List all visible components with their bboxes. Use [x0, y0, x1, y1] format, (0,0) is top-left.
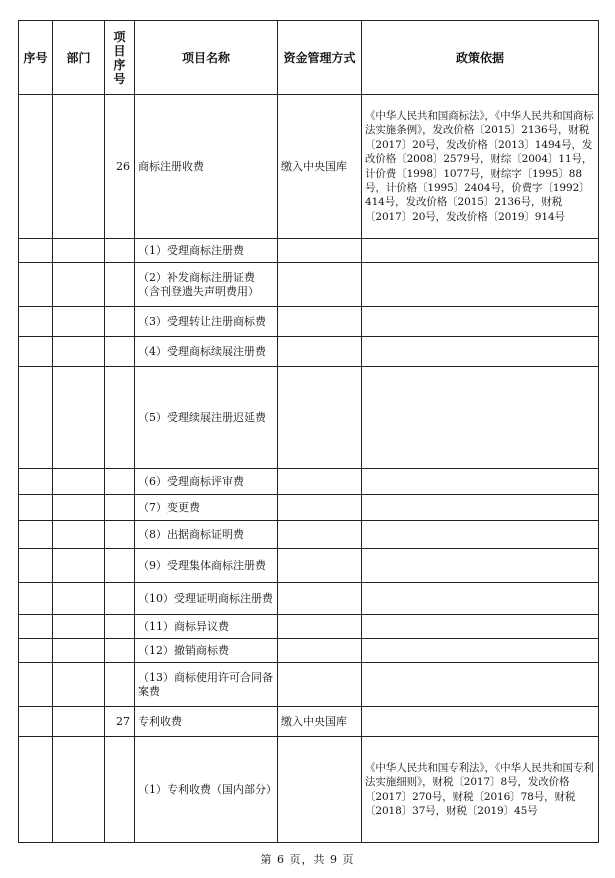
dept-cell	[53, 639, 105, 663]
policy-cell	[362, 307, 599, 337]
item-name-cell: （1）专利收费（国内部分）	[135, 737, 278, 843]
header-item-name: 项目名称	[135, 21, 278, 95]
item-no-cell	[105, 367, 135, 469]
policy-cell	[362, 521, 599, 549]
policy-cell	[362, 663, 599, 707]
dept-cell	[53, 337, 105, 367]
dept-cell	[53, 495, 105, 521]
seq-cell	[19, 263, 53, 307]
item-name-cell: （4）受理商标续展注册费	[135, 337, 278, 367]
policy-cell	[362, 583, 599, 615]
dept-cell	[53, 307, 105, 337]
policy-cell	[362, 495, 599, 521]
table-row	[19, 549, 599, 583]
item-no-cell	[105, 495, 135, 521]
fund-cell	[278, 521, 362, 549]
fund-cell	[278, 263, 362, 307]
dept-cell	[53, 707, 105, 737]
item-no-cell	[105, 239, 135, 263]
header-policy: 政策依据	[362, 21, 599, 95]
table-row	[19, 583, 599, 615]
seq-cell	[19, 239, 53, 263]
table-row	[19, 707, 599, 737]
item-no-cell	[105, 737, 135, 843]
fund-cell	[278, 337, 362, 367]
item-name-cell: （2）补发商标注册证费（含刊登遗失声明费用）	[135, 263, 278, 307]
item-no-cell	[105, 549, 135, 583]
fund-cell	[278, 615, 362, 639]
policy-cell	[362, 469, 599, 495]
table-row	[19, 95, 599, 239]
item-no-cell	[105, 337, 135, 367]
page-footer: 第 6 页，共 9 页	[260, 853, 355, 866]
policy-cell: 《中华人民共和国商标法》，《中华人民共和国商标法实施条例》，发改价格〔2015〕2136号，财税〔2017〕20号，发改价格〔2013〕1494号，发改价格〔2008〕2579号，财综〔2004〕11号，计价费〔1998〕1077号，财综字〔1995〕88号，计价格〔1995〕2404号，价费字〔1992〕414号，发改价格〔2015〕2136号，财税〔2017〕20号，发改价格〔2019〕914号	[362, 95, 599, 239]
dept-cell	[53, 549, 105, 583]
item-name-cell: （12）撤销商标费	[135, 639, 278, 663]
fund-cell	[278, 583, 362, 615]
table-row	[19, 663, 599, 707]
item-no-cell	[105, 583, 135, 615]
dept-cell	[53, 521, 105, 549]
dept-cell	[53, 615, 105, 639]
seq-cell	[19, 615, 53, 639]
header-seq: 序号	[19, 21, 53, 95]
item-name-cell: （9）受理集体商标注册费	[135, 549, 278, 583]
item-no-cell: 27	[105, 707, 135, 737]
item-name-cell: （7）变更费	[135, 495, 278, 521]
table-row	[19, 639, 599, 663]
dept-cell	[53, 367, 105, 469]
fund-cell	[278, 307, 362, 337]
seq-cell	[19, 469, 53, 495]
seq-cell	[19, 95, 53, 239]
item-no-cell: 26	[105, 95, 135, 239]
item-no-cell	[105, 663, 135, 707]
item-name-cell: （11）商标异议费	[135, 615, 278, 639]
item-name-cell: 专利收费	[135, 707, 278, 737]
dept-cell	[53, 263, 105, 307]
fund-cell	[278, 549, 362, 583]
table-row	[19, 615, 599, 639]
seq-cell	[19, 549, 53, 583]
table-row	[19, 239, 599, 263]
table-row	[19, 367, 599, 469]
fund-cell: 缴入中央国库	[278, 707, 362, 737]
fund-cell	[278, 639, 362, 663]
item-name-cell: （13）商标使用许可合同备案费	[135, 663, 278, 707]
policy-cell: 《中华人民共和国专利法》，《中华人民共和国专利法实施细则》，财税〔2017〕8号，发改价格〔2017〕270号，财税〔2016〕78号，财税〔2018〕37号，财税〔2019〕45号	[362, 737, 599, 843]
item-no-cell	[105, 639, 135, 663]
table-row	[19, 307, 599, 337]
item-name-cell: （6）受理商标评审费	[135, 469, 278, 495]
fund-cell: 缴入中央国库	[278, 95, 362, 239]
seq-cell	[19, 307, 53, 337]
seq-cell	[19, 367, 53, 469]
dept-cell	[53, 469, 105, 495]
seq-cell	[19, 495, 53, 521]
seq-cell	[19, 737, 53, 843]
fund-cell	[278, 737, 362, 843]
seq-cell	[19, 639, 53, 663]
seq-cell	[19, 583, 53, 615]
dept-cell	[53, 663, 105, 707]
dept-cell	[53, 95, 105, 239]
fee-table	[18, 20, 599, 843]
fund-cell	[278, 239, 362, 263]
table-row	[19, 263, 599, 307]
policy-cell	[362, 239, 599, 263]
table-row	[19, 337, 599, 367]
dept-cell	[53, 583, 105, 615]
seq-cell	[19, 337, 53, 367]
table-row	[19, 469, 599, 495]
dept-cell	[53, 239, 105, 263]
policy-cell	[362, 549, 599, 583]
fund-cell	[278, 469, 362, 495]
header-item-no: 项目序号	[105, 21, 135, 95]
header-fund-mgmt: 资金管理方式	[278, 21, 362, 95]
header-dept: 部门	[53, 21, 105, 95]
header-row	[19, 21, 599, 95]
policy-cell	[362, 263, 599, 307]
item-no-cell	[105, 521, 135, 549]
item-no-cell	[105, 615, 135, 639]
policy-cell	[362, 615, 599, 639]
item-no-cell	[105, 263, 135, 307]
seq-cell	[19, 663, 53, 707]
fund-cell	[278, 663, 362, 707]
fund-cell	[278, 495, 362, 521]
item-no-cell	[105, 469, 135, 495]
table-row	[19, 737, 599, 843]
item-name-cell: （5）受理续展注册迟延费	[135, 367, 278, 469]
table-row	[19, 495, 599, 521]
dept-cell	[53, 737, 105, 843]
item-name-cell: （3）受理转让注册商标费	[135, 307, 278, 337]
policy-cell	[362, 707, 599, 737]
item-name-cell: 商标注册收费	[135, 95, 278, 239]
item-no-cell	[105, 307, 135, 337]
policy-cell	[362, 367, 599, 469]
policy-cell	[362, 639, 599, 663]
item-name-cell: （10）受理证明商标注册费	[135, 583, 278, 615]
table-row	[19, 521, 599, 549]
seq-cell	[19, 707, 53, 737]
seq-cell	[19, 521, 53, 549]
policy-cell	[362, 337, 599, 367]
item-name-cell: （1）受理商标注册费	[135, 239, 278, 263]
item-name-cell: （8）出据商标证明费	[135, 521, 278, 549]
fund-cell	[278, 367, 362, 469]
